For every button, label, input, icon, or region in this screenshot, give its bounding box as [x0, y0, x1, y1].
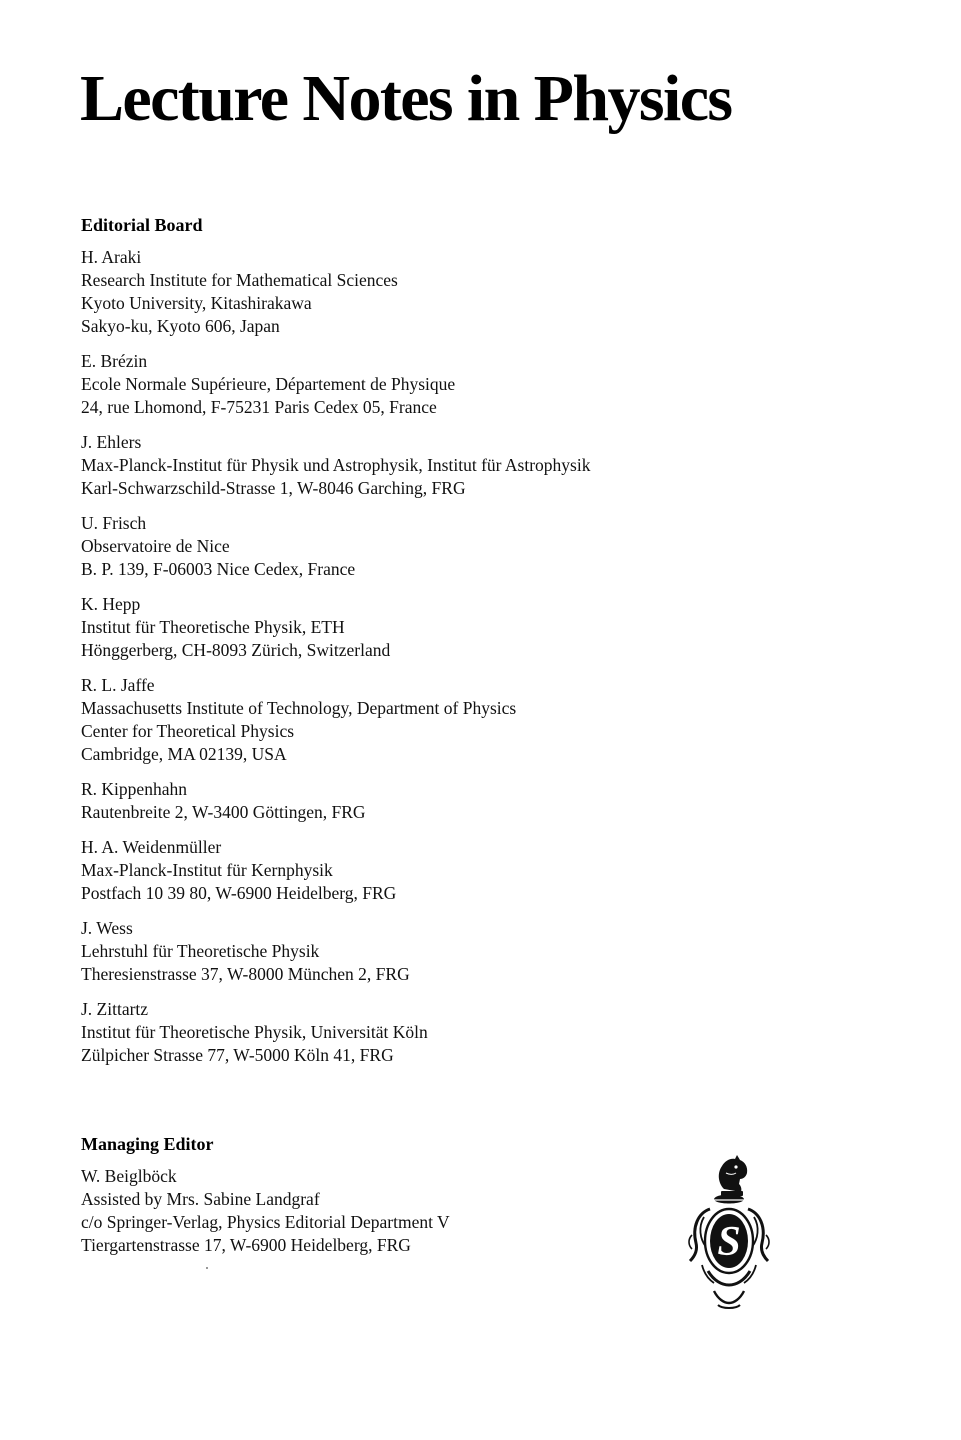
member-name: E. Brézin [81, 351, 148, 371]
member-name: J. Zittartz [81, 999, 149, 1019]
member-address-line: Zülpicher Strasse 77, W-5000 Köln 41, FRG [81, 1045, 394, 1065]
member-name: H. Araki [81, 247, 142, 267]
member-name: H. A. Weidenmüller [81, 837, 222, 857]
board-member-zittartz [81, 998, 721, 1067]
member-address-line: Research Institute for Mathematical Sciences [81, 270, 398, 290]
member-address-line: Massachusetts Institute of Technology, Department of Physics [81, 698, 517, 718]
member-address-line: Postfach 10 39 80, W-6900 Heidelberg, FRG [81, 883, 397, 903]
member-address-line: Center for Theoretical Physics [81, 721, 295, 741]
member-name: J. Ehlers [81, 432, 142, 452]
editor-address-line: Assisted by Mrs. Sabine Landgraf [81, 1189, 320, 1209]
editor-name: W. Beiglböck [81, 1166, 177, 1186]
member-address-line: B. P. 139, F-06003 Nice Cedex, France [81, 559, 356, 579]
member-name: J. Wess [81, 918, 133, 938]
managing-editor-entry [81, 1165, 721, 1257]
series-title: Lecture Notes in Physics [80, 62, 732, 135]
board-member-araki [81, 246, 721, 338]
member-name: K. Hepp [81, 594, 141, 614]
board-member-weidenmuller [81, 836, 721, 905]
member-name: R. L. Jaffe [81, 675, 155, 695]
member-address-line: Institut für Theoretische Physik, ETH [81, 617, 345, 637]
member-address-line: Institut für Theoretische Physik, Universität Köln [81, 1022, 428, 1042]
member-address-line: Cambridge, MA 02139, USA [81, 744, 287, 764]
member-address-line: Max-Planck-Institut für Kernphysik [81, 860, 333, 880]
editorial-board-heading: Editorial Board [81, 215, 203, 235]
member-address-line: 24, rue Lhomond, F-75231 Paris Cedex 05, France [81, 397, 437, 417]
managing-editor [81, 1133, 721, 1269]
svg-text:S: S [717, 1219, 741, 1265]
member-address-line: Kyoto University, Kitashirakawa [81, 293, 312, 313]
board-member-brezin [81, 350, 721, 419]
board-member-ehlers [81, 431, 721, 500]
board-member-kippenhahn [81, 778, 721, 824]
member-address-line: Hönggerberg, CH-8093 Zürich, Switzerland [81, 640, 391, 660]
editor-address-line: c/o Springer-Verlag, Physics Editorial Department V [81, 1212, 450, 1232]
member-address-line: Lehrstuhl für Theoretische Physik [81, 941, 320, 961]
member-name: U. Frisch [81, 513, 147, 533]
board-member-hepp [81, 593, 721, 662]
springer-knight-logo [684, 1153, 774, 1313]
member-address-line: Sakyo-ku, Kyoto 606, Japan [81, 316, 280, 336]
board-member-jaffe [81, 674, 721, 766]
member-address-line: Karl-Schwarzschild-Strasse 1, W-8046 Garching, FRG [81, 478, 466, 498]
managing-editor-heading: Managing Editor [81, 1134, 214, 1154]
editor-address-line: Tiergartenstrasse 17, W-6900 Heidelberg, FRG [81, 1235, 411, 1255]
editorial-board [81, 214, 721, 1079]
member-address-line: Max-Planck-Institut für Physik und Astrophysik, Institut für Astrophysik [81, 455, 591, 475]
member-address-line: Rautenbreite 2, W-3400 Göttingen, FRG [81, 802, 366, 822]
member-address-line: Observatoire de Nice [81, 536, 230, 556]
member-name: R. Kippenhahn [81, 779, 187, 799]
member-address-line: Ecole Normale Supérieure, Département de Physique [81, 374, 456, 394]
board-member-wess [81, 917, 721, 986]
print-speck [206, 1267, 208, 1269]
board-member-frisch [81, 512, 721, 581]
member-address-line: Theresienstrasse 37, W-8000 München 2, FRG [81, 964, 410, 984]
